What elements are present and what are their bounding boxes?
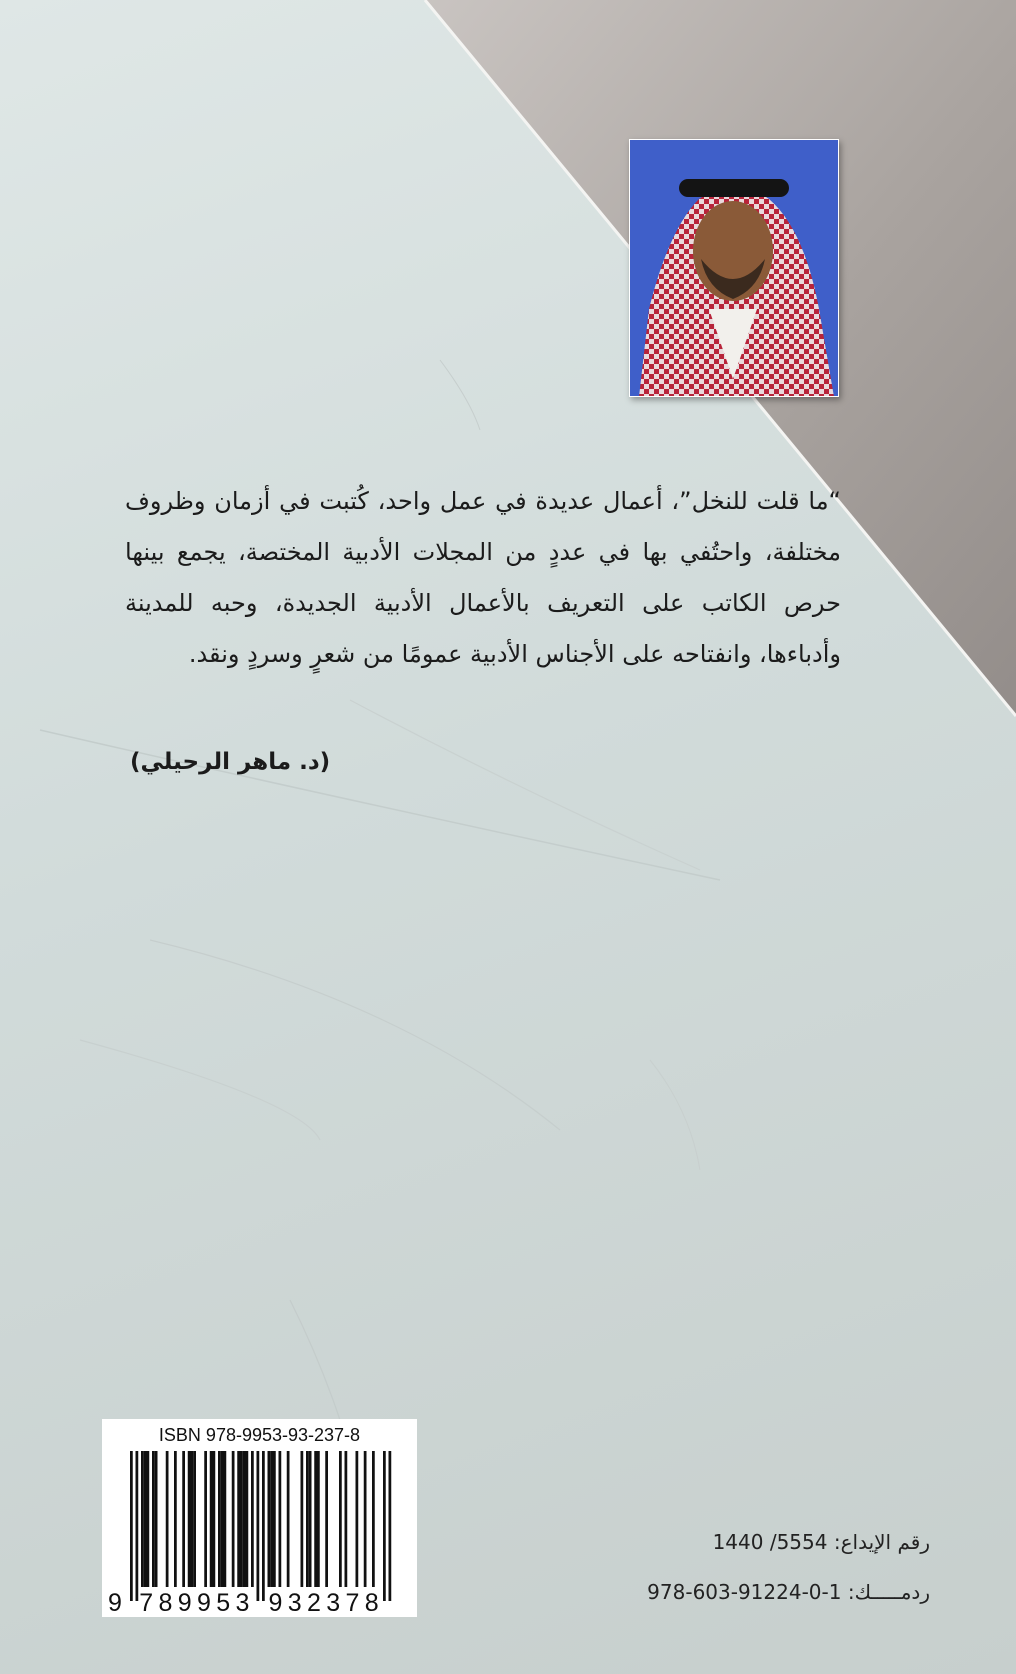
barcode-bar <box>325 1451 328 1587</box>
barcode-digit: 9 <box>177 1589 192 1617</box>
barcode-bar <box>237 1451 240 1587</box>
barcode-digit: 7 <box>345 1589 360 1617</box>
barcode-bar <box>232 1451 235 1587</box>
barcode-bar <box>221 1451 224 1587</box>
barcode-digit: 8 <box>158 1589 173 1617</box>
barcode-digit: 3 <box>235 1589 250 1617</box>
barcode-bar <box>356 1451 359 1587</box>
barcode-bar <box>345 1451 348 1587</box>
barcode-bar <box>182 1451 185 1587</box>
blurb-signature: (د. ماهر الرحيلي) <box>130 749 331 775</box>
deposit-value: 1440 /5554 <box>712 1530 828 1554</box>
isbn-barcode <box>102 1419 417 1617</box>
barcode-bar <box>130 1451 133 1601</box>
barcode-digit: 3 <box>287 1589 302 1617</box>
barcode-bar <box>339 1451 342 1587</box>
barcode-bar <box>188 1451 191 1587</box>
barcode-bar <box>152 1451 155 1587</box>
barcode-digit: 9 <box>108 1589 122 1617</box>
barcode-bar <box>210 1451 213 1587</box>
barcode-bar <box>147 1451 150 1587</box>
author-photo <box>629 139 839 397</box>
barcode-bar <box>144 1451 147 1587</box>
barcode-bar <box>136 1451 139 1601</box>
barcode-bar <box>317 1451 320 1587</box>
barcode-bar <box>213 1451 216 1587</box>
barcode-digit: 3 <box>326 1589 341 1617</box>
deposit-number <box>713 1530 930 1554</box>
local-isbn-label: ردمـــــك: <box>847 1580 930 1604</box>
barcode-bar <box>306 1451 309 1587</box>
barcode-digit: 9 <box>268 1589 283 1617</box>
barcode-bar <box>218 1451 221 1587</box>
barcode-bar <box>243 1451 246 1587</box>
barcode-bar <box>251 1451 254 1587</box>
barcode-bar <box>141 1451 144 1587</box>
barcode-bar <box>383 1451 386 1601</box>
isbn-caption: ISBN 978-9953-93-237-8 <box>158 1425 361 1445</box>
barcode-bar <box>155 1451 158 1587</box>
barcode-bar <box>224 1451 227 1587</box>
local-isbn-value: 978-603-91224-0-1 <box>647 1580 842 1604</box>
local-isbn <box>647 1580 930 1604</box>
barcode-digit: 9 <box>197 1589 211 1617</box>
deposit-label: رقم الإيداع: <box>833 1530 930 1554</box>
barcode-bars <box>102 1419 417 1617</box>
barcode-bar <box>268 1451 271 1587</box>
barcode-digit: 8 <box>364 1589 379 1617</box>
barcode-bar <box>270 1451 273 1587</box>
barcode-bar <box>389 1451 392 1601</box>
barcode-bar <box>279 1451 282 1587</box>
barcode-bar <box>364 1451 367 1587</box>
barcode-bar <box>257 1451 260 1601</box>
barcode-bar <box>240 1451 243 1587</box>
barcode-bar <box>309 1451 312 1587</box>
barcode-bar <box>287 1451 290 1587</box>
barcode-bar <box>314 1451 317 1587</box>
barcode-bar <box>372 1451 375 1587</box>
barcode-bar <box>301 1451 304 1587</box>
barcode-digit: 5 <box>216 1589 231 1617</box>
blurb-text: “ما قلت للنخل”، أعمال عديدة في عمل واحد، كُتبت في أزمان وظروف مختلفة، واحتُفي بها في عددٍ من المجلات الأدبية المختصة، يجمع بينها حرص الكاتب على التعريف بالأعمال الأدبية الجديدة، وحبه للمدينة وأدباءها، وانفتاحه على الأجناس الأدبية عمومًا من شعرٍ وسردٍ ونقد. <box>125 487 841 668</box>
barcode-bar <box>204 1451 207 1587</box>
barcode-bar <box>193 1451 196 1587</box>
barcode-bar <box>174 1451 177 1587</box>
barcode-bar <box>191 1451 194 1587</box>
barcode-digit: 2 <box>307 1589 321 1617</box>
barcode-bar <box>166 1451 169 1587</box>
barcode-bar <box>246 1451 249 1587</box>
barcode-bar <box>262 1451 265 1601</box>
barcode-bar <box>273 1451 276 1587</box>
barcode-digit: 7 <box>139 1589 154 1617</box>
